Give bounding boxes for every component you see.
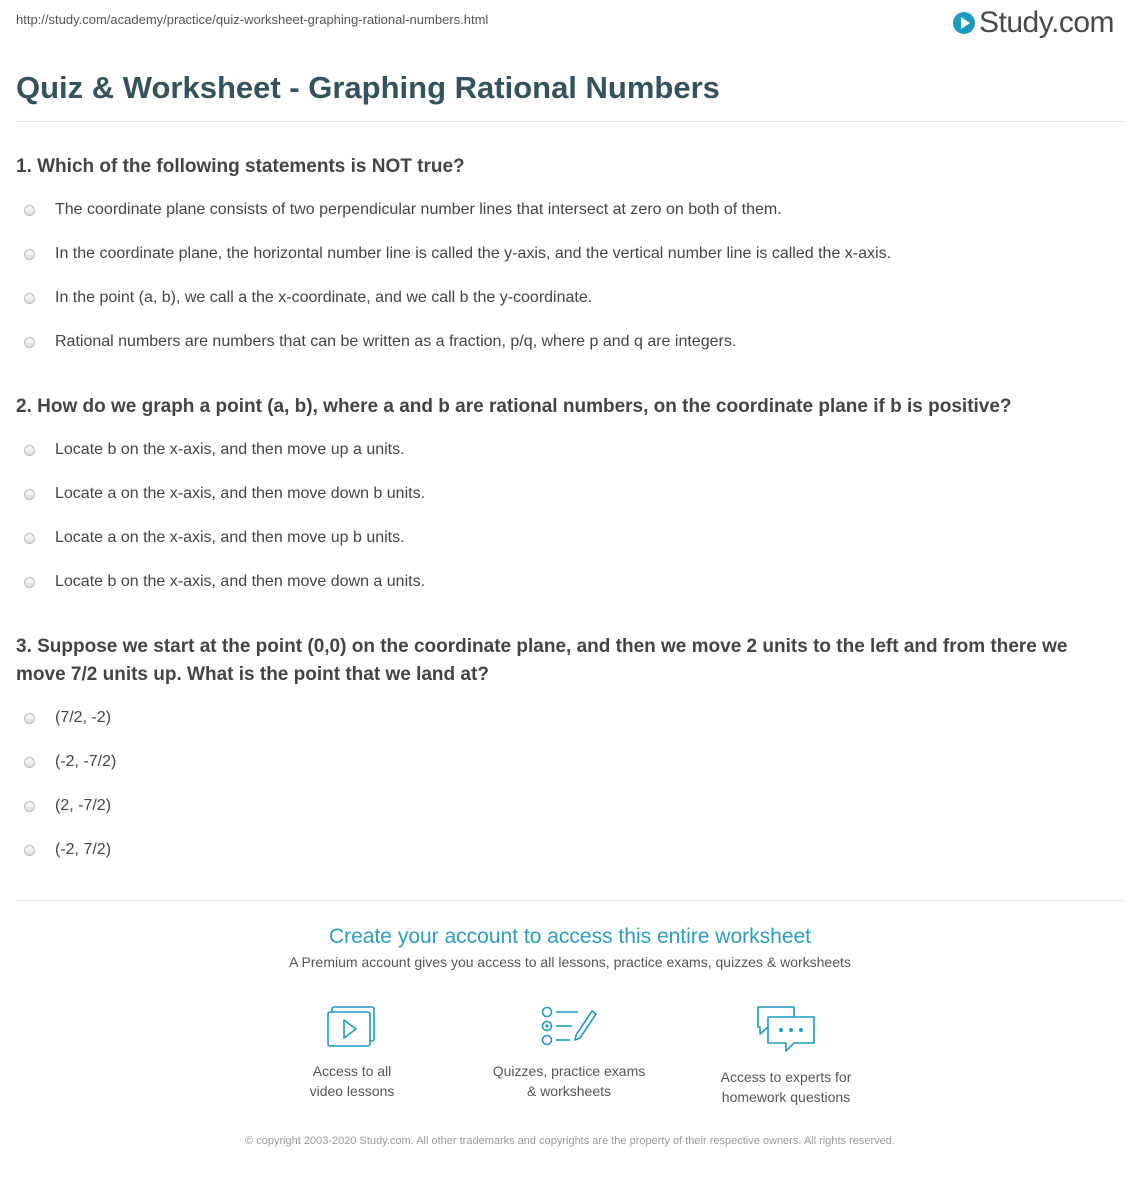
answer-option[interactable] [16,276,1116,320]
answer-option[interactable] [16,696,1116,740]
question-1 [16,153,1116,364]
radio-button[interactable] [24,337,35,348]
radio-button[interactable] [24,249,35,260]
answer-option[interactable] [16,784,1116,828]
feature-video-lessons [252,1005,452,1101]
answer-option[interactable] [16,828,1116,872]
answer-label: In the coordinate plane, the horizontal number line is called the y-axis, and the vertical number line is called the x-axis. [55,245,892,262]
feature-quizzes [469,1005,669,1101]
answer-options [16,428,1116,604]
feature-label: Access to all [312,1063,392,1079]
answer-option[interactable] [16,428,1116,472]
radio-button[interactable] [24,577,35,588]
radio-button[interactable] [24,533,35,544]
feature-label: Quizzes, practice exams [492,1063,646,1079]
question-text: 1. Which of the following statements is NOT true? [16,156,465,177]
radio-button[interactable] [24,713,35,724]
question-2 [16,393,1116,604]
feature-label: Access to experts for [720,1069,852,1085]
answer-option[interactable] [16,560,1116,604]
answer-label: (-2, 7/2) [55,841,112,858]
page-url[interactable]: http://study.com/academy/practice/quiz-worksheet-graphing-rational-numbers.html [16,12,489,27]
radio-button[interactable] [24,757,35,768]
video-lesson-icon [326,1005,378,1049]
answer-label: The coordinate plane consists of two perpendicular number lines that intersect at zero on both of them. [55,201,782,218]
feature-label: & worksheets [526,1083,612,1099]
radio-button[interactable] [24,205,35,216]
answer-option[interactable] [16,740,1116,784]
radio-button[interactable] [24,445,35,456]
answer-label: Locate b on the x-axis, and then move down a units. [55,573,426,590]
answer-option[interactable] [16,232,1116,276]
answer-label: (-2, -7/2) [55,753,117,770]
answer-options [16,696,1116,872]
answer-option[interactable] [16,472,1116,516]
logo-text: Study.com [979,6,1114,39]
question-text: 3. Suppose we start at the point (0,0) on the coordinate plane, and then we move 2 units to the left and from there we move 7/2 units up. What is the point that we land at? [16,636,1068,685]
answer-options [16,188,1116,364]
answer-label: Rational numbers are numbers that can be written as a fraction, p/q, where p and q are integers. [55,333,737,350]
answer-label: Locate a on the x-axis, and then move down b units. [55,485,426,502]
play-logo-icon [953,12,975,34]
answer-label: Locate a on the x-axis, and then move up b units. [55,529,405,546]
quiz-checklist-icon [540,1005,598,1049]
answer-label: (7/2, -2) [55,709,112,726]
page-title: Quiz & Worksheet - Graphing Rational Numbers [16,70,720,105]
cta-subtitle: A Premium account gives you access to all lessons, practice exams, quizzes & worksheets [289,954,851,970]
study-logo[interactable] [953,6,1114,40]
radio-button[interactable] [24,845,35,856]
divider [16,121,1124,122]
answer-label: (2, -7/2) [55,797,112,814]
answer-option[interactable] [16,516,1116,560]
radio-button[interactable] [24,293,35,304]
chat-expert-icon [754,1005,818,1055]
question-text: 2. How do we graph a point (a, b), where a and b are rational numbers, on the coordinate plane if b is positive? [16,396,1012,417]
question-3 [16,633,1116,872]
radio-button[interactable] [24,489,35,500]
feature-label: homework questions [721,1089,851,1105]
top-bar [0,0,1140,50]
answer-option[interactable] [16,188,1116,232]
divider [16,900,1124,901]
radio-button[interactable] [24,801,35,812]
answer-label: In the point (a, b), we call a the x-coordinate, and we call b the y-coordinate. [55,289,593,306]
feature-label: video lessons [309,1083,395,1099]
answer-label: Locate b on the x-axis, and then move up a units. [55,441,405,458]
copyright-text: © copyright 2003-2020 Study.com. All other trademarks and copyrights are the property of their respective owners. All rights reserved. [245,1135,895,1147]
cta-title[interactable]: Create your account to access this entire worksheet [328,925,812,948]
feature-experts [686,1005,886,1107]
answer-option[interactable] [16,320,1116,364]
